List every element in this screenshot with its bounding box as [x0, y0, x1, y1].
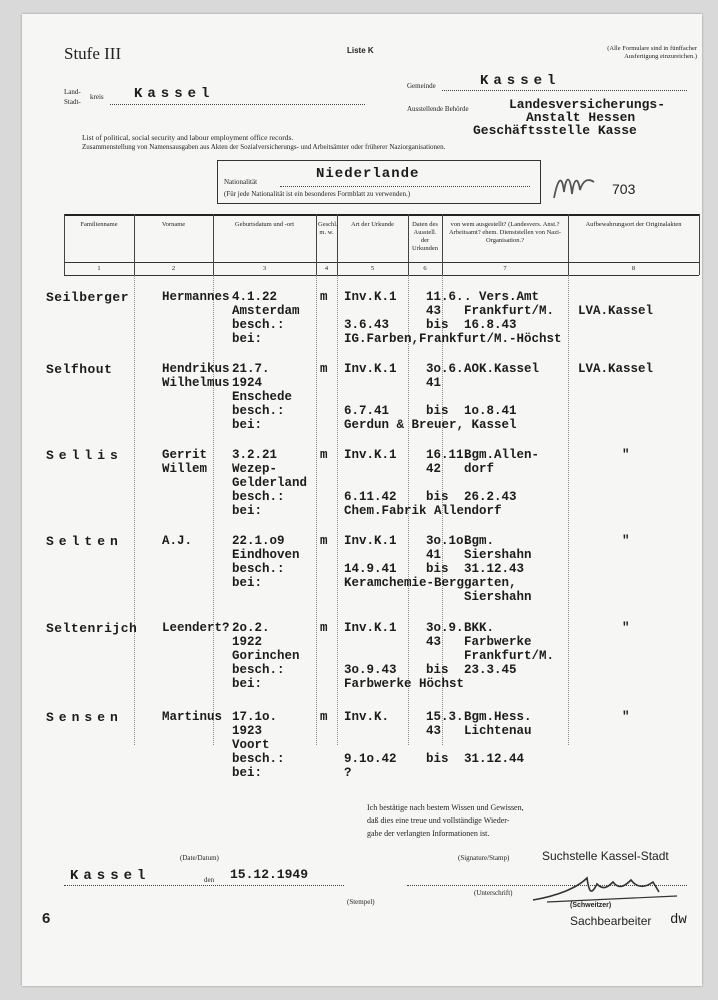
entry-c2-text: Gerrit: [162, 448, 208, 462]
handwritten-number: 703: [612, 181, 636, 197]
entry-c5-text: Inv.K.1: [344, 534, 397, 548]
column-number: 3: [262, 265, 267, 272]
entry-c5-text: Farbwerke Höchst: [344, 677, 465, 691]
column-number: 1: [97, 265, 101, 272]
signature-label: (Signature/Stamp): [458, 854, 510, 862]
entry-c1-text: Seltenrijch: [46, 621, 138, 636]
entry-c5-text: 3.6.43: [344, 318, 390, 332]
entry-c2-text: A.J.: [162, 534, 193, 548]
document-sheet: [22, 14, 702, 986]
entry-c8-text: ": [622, 448, 630, 462]
attestation-line-2: daß dies eine treue und vollständige Wieder-: [367, 816, 510, 825]
entry-c7-text: Bgm.Hess.: [464, 710, 532, 724]
entry-c3-text: Eindhoven: [232, 548, 300, 562]
entry-c3-text: besch.:: [232, 663, 285, 677]
entry-c4-text: m: [320, 290, 328, 304]
column-number: 5: [370, 265, 375, 272]
entry-c6-text: 3o.9.: [426, 621, 464, 635]
entry-c4-text: m: [320, 534, 328, 548]
entry-c5-text: 14.9.41: [344, 562, 397, 576]
attestation-line-3: gabe der verlangten Informationen ist.: [367, 829, 490, 838]
behoerde-line2: Anstalt Hessen: [526, 110, 636, 125]
entry-c6-text: 41: [426, 548, 442, 562]
entry-c3-text: Voort: [232, 738, 270, 752]
entry-c7-text: AOK.Kassel: [464, 362, 540, 376]
entry-c6-text: bis: [426, 318, 449, 332]
entry-c7-text: BKK.: [464, 621, 495, 635]
entry-c7-text: 31.12.43: [464, 562, 525, 576]
entry-c7-text: 16.8.43: [464, 318, 517, 332]
entry-c4-text: m: [320, 448, 328, 462]
entry-c3-text: 2o.2.: [232, 621, 270, 635]
entry-c3-text: bei:: [232, 766, 263, 780]
nationality-box: [217, 160, 541, 204]
entry-c3-text: bei:: [232, 418, 263, 432]
column-header: Vorname: [161, 221, 186, 228]
entry-c8-text: ": [622, 621, 630, 635]
entry-c3-text: 21.7.: [232, 362, 270, 376]
entry-c3-text: 3.2.21: [232, 448, 278, 462]
land-label: Land-: [64, 88, 81, 96]
schweitzer-label: (Schweitzer): [570, 902, 612, 909]
list-description-en: List of political, social security and labour employment office records.: [82, 133, 294, 142]
entry-c6-text: 43: [426, 724, 442, 738]
behoerde-line3: Geschäftsstelle Kasse: [473, 123, 637, 138]
list-description-de: Zusammenstellung von Namensausgaben aus Akten der Sozialversicherungs- und Arbeitsämter oder früherer Naziorganisationen.: [82, 143, 446, 151]
copies-note-2: Ausfertigung einzureichen.): [624, 53, 697, 60]
entry-c6-text: 11.6.: [426, 290, 464, 304]
entry-c1-text: Sensen: [46, 710, 123, 725]
entry-c5-text: ?: [344, 766, 352, 780]
entry-c3-text: bei:: [232, 332, 263, 346]
entry-c3-text: 22.1.o9: [232, 534, 285, 548]
entry-c6-text: 42: [426, 462, 442, 476]
entry-c2-text: Willem: [162, 462, 208, 476]
entry-c2-text: Leendert?: [162, 621, 230, 635]
entry-c6-text: bis: [426, 562, 449, 576]
column-header: von wem ausgestellt? (Landesvers. Anst.? Arbeitsamt? ehem. Dienststellen von Nazi-Organisation.?: [448, 221, 562, 244]
entry-c3-text: 1922: [232, 635, 263, 649]
entry-c7-text: 1o.8.41: [464, 404, 517, 418]
behoerde-line1: Landesversicherungs-: [509, 97, 666, 112]
entry-c7-text: . Vers.Amt: [464, 290, 540, 304]
body-column-divider: [134, 275, 135, 745]
entry-c3-text: 1924: [232, 376, 263, 390]
entry-c6-text: bis: [426, 490, 449, 504]
entry-c3-text: 1923: [232, 724, 263, 738]
entry-c6-text: bis: [426, 663, 449, 677]
column-header: Art der Urkunde: [351, 221, 394, 228]
entry-c4-text: m: [320, 621, 328, 635]
entry-c7-text: Frankfurt/M.: [464, 649, 555, 663]
place-value: Kassel: [70, 868, 151, 884]
entry-c5-text: 6.11.42: [344, 490, 397, 504]
entry-c8-text: ": [622, 710, 630, 724]
entry-c3-text: besch.:: [232, 318, 285, 332]
kreis-value: Kassel: [134, 86, 215, 102]
column-header: Familienname: [80, 221, 118, 228]
den-label: den: [204, 876, 215, 884]
entry-c2-text: Martinus: [162, 710, 223, 724]
entry-c3-text: Gorinchen: [232, 649, 300, 663]
entry-c5-text: Gerdun & Breuer, Kassel: [344, 418, 517, 432]
column-number: 8: [631, 265, 636, 272]
entry-c5-text: 6.7.41: [344, 404, 390, 418]
column-divider: [699, 214, 700, 275]
body-column-divider: [568, 275, 569, 745]
entry-c8-text: ": [622, 534, 630, 548]
nationality-note: (Für jede Nationalität ist ein besonderes Formblatt zu verwenden.): [224, 190, 411, 198]
entry-c5-text: Inv.K.1: [344, 362, 397, 376]
sachbearbeiter-label: Sachbearbeiter: [570, 914, 652, 928]
gemeinde-value: Kassel: [480, 73, 561, 89]
entry-c3-text: besch.:: [232, 404, 285, 418]
column-number: 6: [423, 265, 427, 272]
entry-c5-text: Chem.Fabrik Allendorf: [344, 504, 502, 518]
entry-c3-text: Gelderland: [232, 476, 308, 490]
entry-c1-text: Selfhout: [46, 362, 113, 377]
nationality-value: Niederlande: [316, 166, 420, 182]
entry-c1-text: Selten: [46, 534, 123, 549]
date-value: 15.12.1949: [230, 867, 309, 882]
entry-c6-text: 16.11.: [426, 448, 472, 462]
date-label: (Date/Datum): [180, 854, 219, 862]
office-stamp: Suchstelle Kassel-Stadt: [542, 849, 669, 863]
attestation-line-1: Ich bestätige nach bestem Wissen und Gewissen,: [367, 803, 524, 812]
entry-c5-text: IG.Farben,Frankfurt/M.-Höchst: [344, 332, 562, 346]
column-header: Daten des Ausstell. der Urkunden: [412, 221, 438, 252]
entry-c3-text: besch.:: [232, 490, 285, 504]
entry-c2-text: Hermannes: [162, 290, 230, 304]
stadt-label: Stadt-: [64, 98, 81, 106]
body-column-divider: [213, 275, 214, 745]
entry-c7-text: Bgm.Allen-: [464, 448, 540, 462]
entry-c3-text: bei:: [232, 677, 263, 691]
entry-c7-text: 31.12.44: [464, 752, 525, 766]
entry-c4-text: m: [320, 362, 328, 376]
entry-c3-text: Amsterdam: [232, 304, 300, 318]
body-column-divider: [337, 275, 338, 745]
entry-c5-text: Inv.K.1: [344, 290, 397, 304]
entry-c6-text: 43: [426, 635, 442, 649]
nationality-label: Nationalität: [224, 178, 258, 186]
entry-c7-text: Frankfurt/M.: [464, 304, 555, 318]
entry-c6-text: bis: [426, 404, 449, 418]
entry-c6-text: 41: [426, 376, 442, 390]
entry-c6-text: bis: [426, 752, 449, 766]
initials: dw: [670, 912, 687, 928]
entry-c6-text: 15.3.: [426, 710, 464, 724]
entry-c3-text: Wezep-: [232, 462, 278, 476]
entry-c8-text: LVA.Kassel: [578, 304, 654, 318]
entry-c2-text: Hendrikus: [162, 362, 230, 376]
entry-c3-text: besch.:: [232, 562, 285, 576]
kreis-label: kreis: [90, 93, 104, 101]
handwritten-mark-icon: [550, 168, 610, 208]
unterschrift-label: (Unterschrift): [474, 889, 513, 897]
entry-c2-text: Wilhelmus: [162, 376, 230, 390]
entry-c3-text: besch.:: [232, 752, 285, 766]
entry-c3-text: 17.1o.: [232, 710, 278, 724]
gemeinde-label: Gemeinde: [407, 82, 436, 90]
entry-c7-text: Siershahn: [464, 548, 532, 562]
entry-c3-text: bei:: [232, 504, 263, 518]
entry-c3-text: bei:: [232, 576, 263, 590]
column-number: 4: [324, 265, 329, 272]
column-header: Geschl. m. w.: [318, 221, 338, 236]
entry-c5-text: Inv.K.1: [344, 621, 397, 635]
entry-c1-text: Sellis: [46, 448, 123, 463]
entry-c7-text: dorf: [464, 462, 495, 476]
entry-c7-text: Lichtenau: [464, 724, 532, 738]
stempel-label: (Stempel): [347, 898, 375, 906]
column-number: 7: [503, 265, 507, 272]
liste-label: Liste K: [347, 46, 374, 55]
entry-c7-text: 26.2.43: [464, 490, 517, 504]
entry-c6-text: 3o.1o.: [426, 534, 472, 548]
entry-c4-text: m: [320, 710, 328, 724]
page-number: 6: [42, 910, 51, 927]
entry-c5-text: 9.1o.42: [344, 752, 397, 766]
column-header: Geburtsdatum und -ort: [234, 221, 295, 228]
copies-note-1: (Alle Formulare sind in fünffacher: [607, 45, 697, 52]
stufe-label: Stufe III: [64, 44, 122, 63]
entry-c3-text: Enschede: [232, 390, 293, 404]
body-column-divider: [316, 275, 317, 745]
entry-c3-text: 4.1.22: [232, 290, 278, 304]
entry-c5-text: 3o.9.43: [344, 663, 397, 677]
column-header: Aufbewahrungsort der Originalakten: [585, 221, 682, 228]
entry-c7-text: Farbwerke: [464, 635, 532, 649]
entry-c5-text: Inv.K.: [344, 710, 390, 724]
behoerde-label: Ausstellende Behörde: [407, 105, 469, 113]
entry-c7-text: 23.3.45: [464, 663, 517, 677]
signature-icon: [527, 866, 687, 906]
column-number: 2: [171, 265, 176, 272]
entry-c5-text: Keramchemie-Berggarten,: [344, 576, 517, 590]
entry-c5-text: Inv.K.1: [344, 448, 397, 462]
entry-c8-text: LVA.Kassel: [578, 362, 654, 376]
entry-c6-text: 43: [426, 304, 442, 318]
entry-c7-text: Siershahn: [464, 590, 532, 604]
entry-c1-text: Seilberger: [46, 290, 130, 305]
entry-c6-text: 3o.6.: [426, 362, 464, 376]
entry-c7-text: Bgm.: [464, 534, 495, 548]
